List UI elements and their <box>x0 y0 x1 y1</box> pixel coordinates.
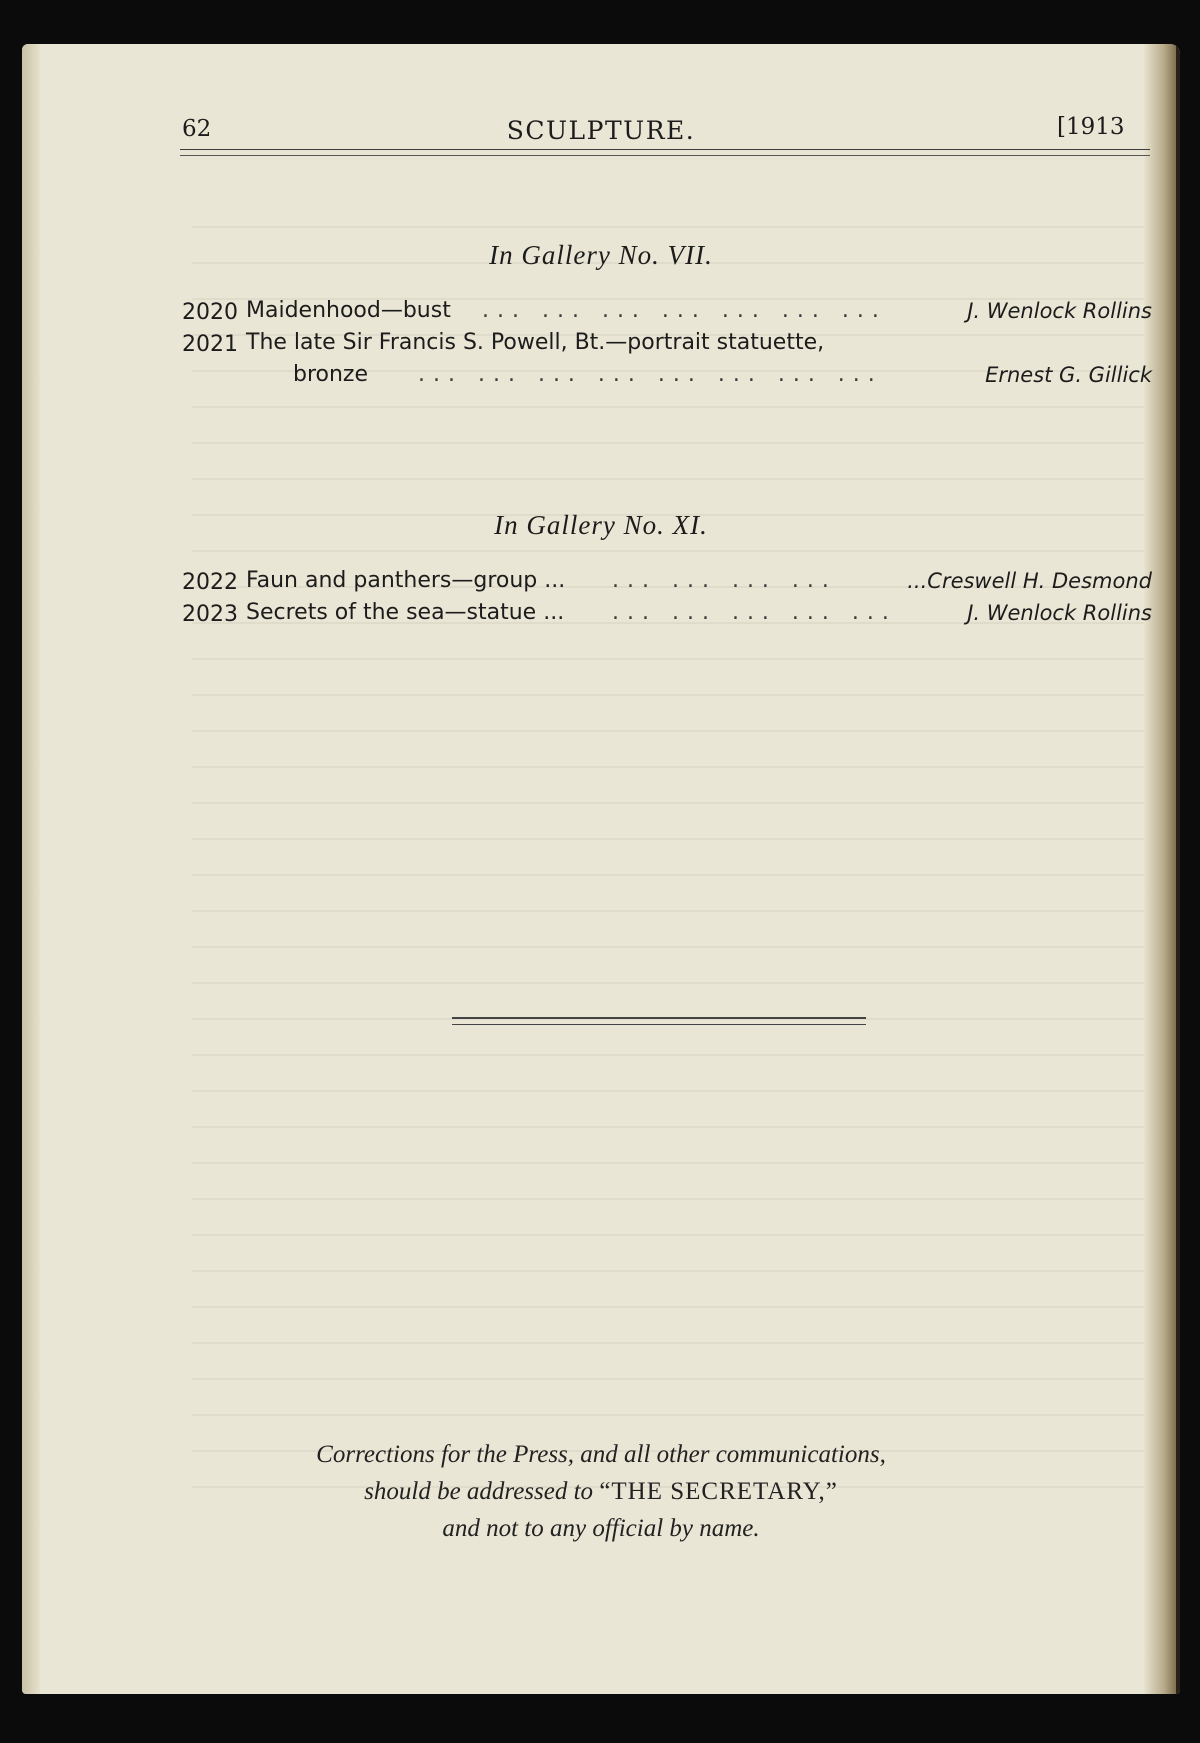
notice-line: Corrections for the Press, and all other communications, <box>316 1441 886 1468</box>
leader-dots: ... ... ... ... ... ... ... <box>482 298 887 323</box>
entry-title-continuation: bronze <box>293 362 369 387</box>
entry-title: Faun and panthers—group ... <box>246 568 566 593</box>
notice-secretary: “THE SECRETARY,” <box>599 1478 838 1505</box>
section-divider <box>452 1017 866 1019</box>
leader-dots: ... ... ... ... ... ... ... ... <box>418 362 883 387</box>
catalogue-entry-continuation <box>182 364 1152 396</box>
footer-notice <box>22 1436 1180 1547</box>
running-title: SCULPTURE. <box>506 116 696 145</box>
entry-title: Secrets of the sea—statue ... <box>246 600 565 625</box>
running-year: [1913 <box>1057 114 1125 140</box>
gallery-heading: In Gallery No. XI. <box>494 510 708 540</box>
leader-dots: ... ... ... ... <box>612 568 837 593</box>
book-page <box>22 44 1180 1694</box>
gallery-heading: In Gallery No. VII. <box>489 240 713 270</box>
notice-line: and not to any official by name. <box>442 1515 760 1542</box>
entry-number: 2023 <box>182 602 238 627</box>
notice-text: should be addressed to <box>364 1478 594 1505</box>
show-through-text <box>192 204 1152 1504</box>
entry-artist: J. Wenlock Rollins <box>967 299 1152 323</box>
section-divider-thin <box>452 1024 866 1025</box>
header-rule <box>180 149 1150 150</box>
entry-number: 2020 <box>182 300 238 325</box>
entry-title: Maidenhood—bust <box>246 298 451 323</box>
catalogue-entry <box>182 300 1152 332</box>
entry-artist: ...Creswell H. Desmond <box>907 569 1152 593</box>
notice-line <box>22 1473 1180 1510</box>
catalogue-entry <box>182 570 1152 602</box>
leader-dots: ... ... ... ... ... <box>612 600 897 625</box>
page-number: 62 <box>182 116 212 142</box>
catalogue-entry <box>182 332 1152 364</box>
entry-artist: J. Wenlock Rollins <box>967 601 1152 625</box>
entry-artist: Ernest G. Gillick <box>985 363 1152 387</box>
header-rule-thin <box>180 155 1150 156</box>
entry-title: The late Sir Francis S. Powell, Bt.—portrait statuette, <box>246 330 825 355</box>
entry-number: 2021 <box>182 332 238 357</box>
catalogue-entry <box>182 602 1152 634</box>
entry-number: 2022 <box>182 570 238 595</box>
